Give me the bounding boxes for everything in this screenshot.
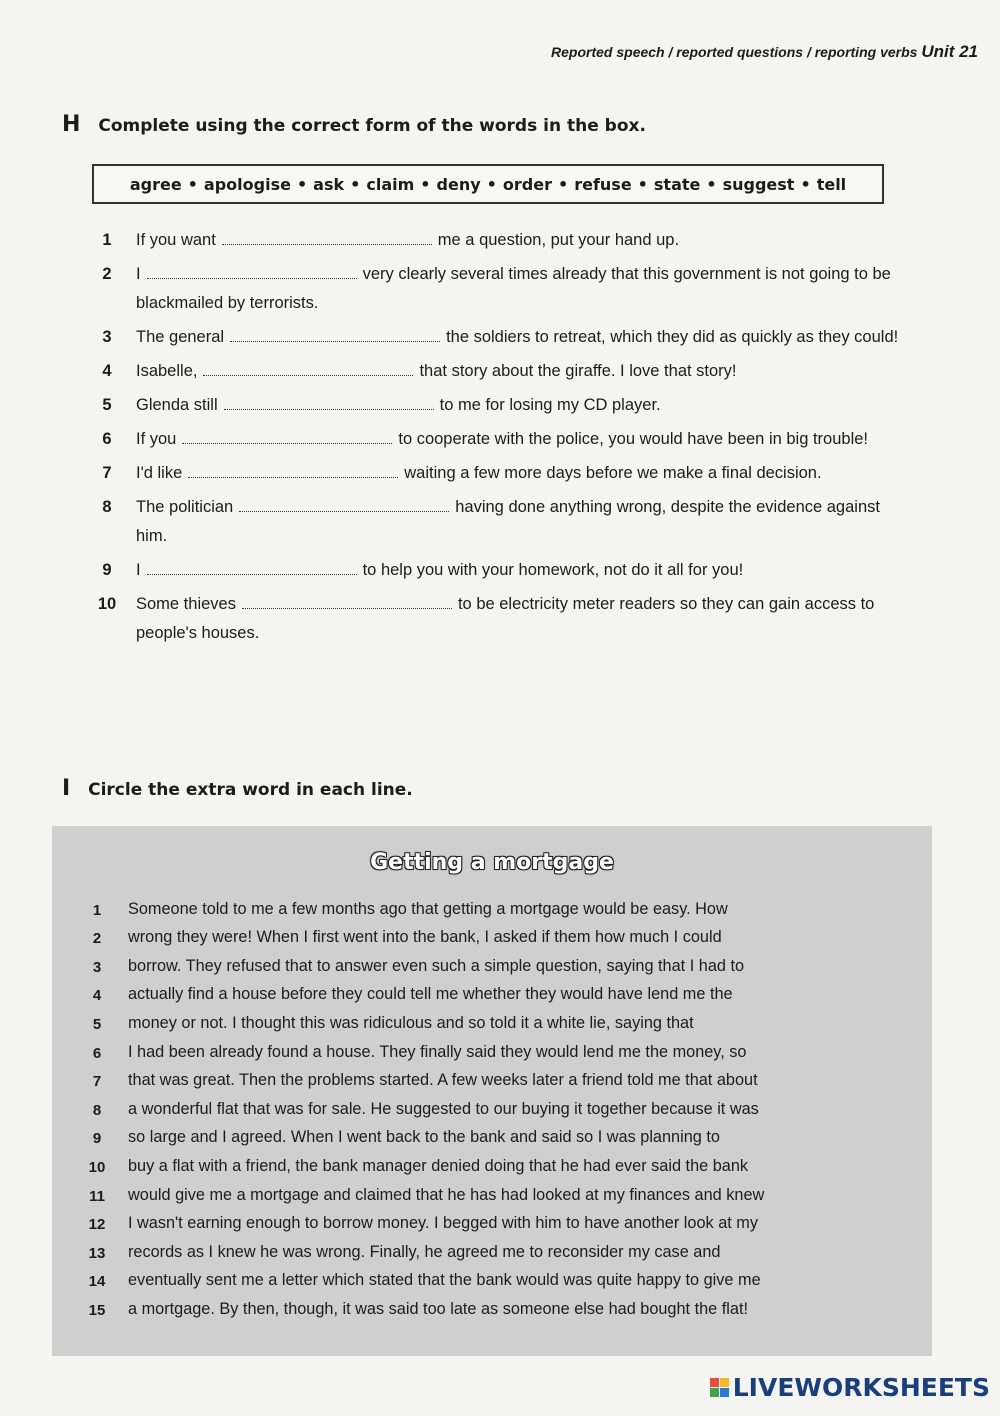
word-separator: • [350,174,361,194]
logo-square [710,1388,719,1397]
item-text-before: Isabelle, [136,362,198,380]
line-text[interactable]: borrow. They refused that to answer even such a simple question, saying that I had to [128,956,745,975]
story-line [72,976,922,1005]
word-box [92,164,884,204]
exercise-item [78,323,908,352]
exercise-item [78,391,908,420]
answer-blank[interactable] [222,228,432,245]
line-number: 14 [88,1273,106,1291]
header-text: Reported speech / reported questions / reporting verbs [551,44,918,60]
item-number: 3 [102,328,112,346]
answer-blank[interactable] [188,461,398,478]
word-box-word: apologise [203,174,291,194]
line-number: 10 [88,1158,106,1176]
line-text[interactable]: actually find a house before they could tell me whether they would have lend me the [128,985,733,1004]
story-title: Getting a mortgage [370,850,614,875]
line-number: 8 [92,1101,102,1119]
story-line [72,1033,922,1062]
item-number: 1 [102,231,112,249]
line-number: 4 [92,987,102,1005]
line-text[interactable]: so large and I agreed. When I went back to the bank and said so I was planning to [128,1128,720,1147]
line-text[interactable]: a wonderful flat that was for sale. He suggested to our buying it together because it was [128,1099,759,1118]
word-box-word: suggest [722,174,795,194]
item-number: 2 [102,265,112,283]
word-box-word: deny [436,174,481,194]
story-line [72,890,922,919]
section-h-instruction: Complete using the correct form of the words in the box. [98,116,646,136]
word-separator: • [800,174,811,194]
item-number: 10 [97,595,117,613]
item-text-after: to be electricity meter readers so they can gain access to people's houses. [136,595,875,642]
word-separator: • [187,174,198,194]
unit-label: Unit 21 [921,42,978,61]
story-line [72,1119,922,1148]
line-number: 2 [92,930,102,948]
word-box-word: order [502,174,552,194]
word-box-word: tell [816,174,847,194]
liveworksheets-logo [710,1373,990,1402]
story-line [72,1004,922,1033]
item-number: 5 [102,396,112,414]
story-line [72,1290,922,1319]
story-line [72,1205,922,1234]
line-number: 7 [92,1073,102,1091]
section-h-title [62,112,646,137]
line-number: 3 [92,958,102,976]
item-number: 9 [102,561,112,579]
item-text-after: me a question, put your hand up. [437,231,680,249]
word-separator: • [420,174,431,194]
item-text-before: If you [136,430,177,448]
line-number: 13 [88,1244,106,1262]
logo-square [720,1378,729,1387]
brand-name: LIVEWORKSHEETS [732,1373,990,1402]
line-number: 9 [92,1130,102,1148]
exercise-item [78,226,908,255]
exercise-h-items [78,226,908,653]
line-number: 15 [88,1301,106,1319]
item-text-before: The general [136,328,225,346]
exercise-item [78,357,908,386]
item-number: 8 [102,498,112,516]
answer-blank[interactable] [147,262,357,279]
story-line [72,1233,922,1262]
line-number: 1 [92,901,102,919]
line-text[interactable]: money or not. I thought this was ridiculous and so told it a white lie, saying that [128,1013,694,1032]
word-box-word: claim [366,174,415,194]
item-text-before: If you want [136,231,216,249]
word-separator: • [706,174,717,194]
answer-blank[interactable] [147,558,357,575]
line-text[interactable]: I had been already found a house. They finally said they would lend me the money, so [128,1042,747,1061]
item-text-after: that story about the giraffe. I love that story! [419,362,737,380]
item-text-before: The politician [136,498,234,516]
story-lines [72,890,922,1319]
item-text-before: I'd like [136,464,183,482]
line-text[interactable]: records as I knew he was wrong. Finally, he agreed me to reconsider my case and [128,1242,721,1261]
section-i-title [62,776,413,801]
item-number: 7 [102,464,112,482]
exercise-item [78,425,908,454]
word-separator: • [296,174,308,194]
story-line [72,1147,922,1176]
exercise-item [78,590,908,648]
line-text[interactable]: Someone told to me a few months ago that getting a mortgage would be easy. How [128,899,728,918]
line-number: 11 [89,1187,105,1205]
line-text[interactable]: would give me a mortgage and claimed that he has had looked at my finances and knew [128,1185,765,1204]
story-line [72,1062,922,1091]
line-text[interactable]: I wasn't earning enough to borrow money. I begged with him to have another look at my [128,1214,758,1233]
answer-blank[interactable] [182,427,392,444]
line-text[interactable]: that was great. Then the problems started. A few weeks later a friend told me that about [128,1071,758,1090]
story-line [72,1262,922,1291]
story-panel [52,826,932,1356]
item-text-after: the soldiers to retreat, which they did as quickly as they could! [446,328,899,346]
answer-blank[interactable] [224,393,434,410]
item-text-after: to cooperate with the police, you would have been in big trouble! [398,430,869,448]
line-number: 6 [92,1044,102,1062]
item-text-before: I [136,561,141,579]
item-text-before: Glenda still [136,396,218,414]
word-box-word: agree [129,174,182,194]
item-text-after: waiting a few more days before we make a final decision. [404,464,822,482]
item-text-after: to help you with your homework, not do it all for you! [362,561,744,579]
answer-blank[interactable] [239,495,449,512]
word-box-word: state [653,174,701,194]
line-text[interactable]: a mortgage. By then, though, it was said too late as someone else had bought the flat! [128,1299,748,1318]
logo-grid-icon [710,1378,729,1397]
line-text[interactable]: buy a flat with a friend, the bank manager denied doing that he had ever said the bank [128,1156,749,1175]
item-text-after: to me for losing my CD player. [439,396,661,414]
word-separator: • [637,174,648,194]
word-box-word: refuse [574,174,632,194]
line-number: 5 [92,1015,102,1033]
item-text-before: Some thieves [136,595,236,613]
story-line [72,919,922,948]
story-line [72,1090,922,1119]
logo-square [710,1378,719,1387]
word-separator: • [486,174,497,194]
line-text[interactable]: eventually sent me a letter which stated that the bank would was quite happy to give me [128,1271,761,1290]
section-i-letter: I [62,776,71,801]
exercise-item [78,493,908,551]
story-line [72,1176,922,1205]
section-h-letter: H [62,112,81,137]
line-number: 12 [88,1216,106,1234]
section-i-instruction: Circle the extra word in each line. [88,780,413,800]
page-header [551,42,978,62]
exercise-item [78,459,908,488]
answer-blank[interactable] [230,325,440,342]
word-separator: • [557,174,569,194]
item-number: 4 [102,362,112,380]
word-box-word: ask [313,174,345,194]
item-text-after: very clearly several times already that this government is not going to be blackmailed by terrorists. [136,265,891,312]
item-text-before: I [136,265,141,283]
exercise-item [78,260,908,318]
item-number: 6 [102,430,112,448]
line-text[interactable]: wrong they were! When I first went into the bank, I asked if them how much I could [128,928,722,947]
answer-blank[interactable] [203,359,413,376]
exercise-item [78,556,908,585]
story-line [72,947,922,976]
item-text-after: having done anything wrong, despite the evidence against him. [136,498,880,545]
answer-blank[interactable] [242,592,452,609]
logo-square [720,1388,729,1397]
